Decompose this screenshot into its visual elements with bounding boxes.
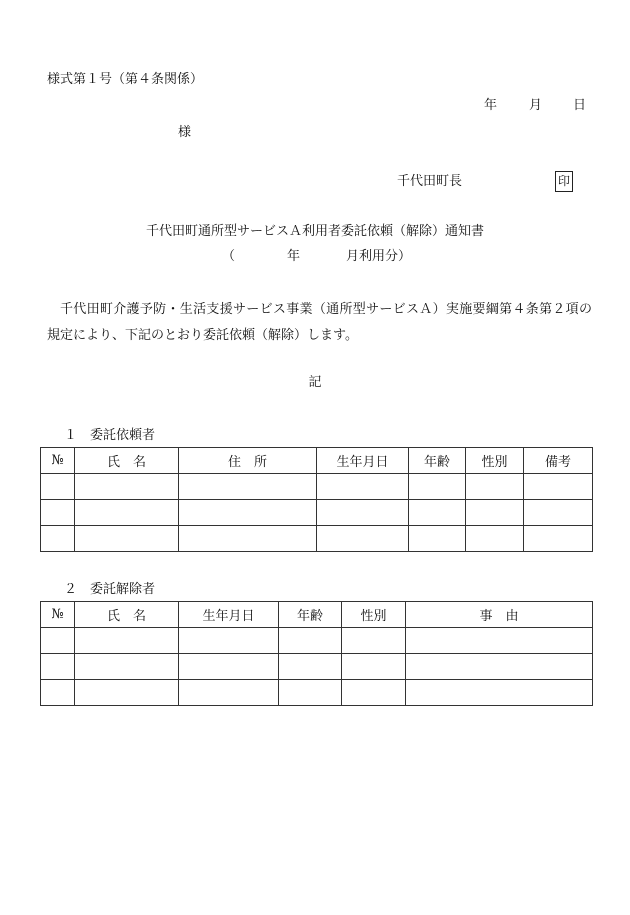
- table-cell[interactable]: [75, 500, 179, 526]
- table-cell[interactable]: [75, 680, 179, 706]
- table-cell[interactable]: [524, 526, 593, 552]
- table-cell[interactable]: [342, 628, 406, 654]
- table-cell[interactable]: [342, 680, 406, 706]
- table-cell[interactable]: [179, 654, 279, 680]
- period-open-paren: （: [222, 249, 236, 264]
- date-year-label: 年: [484, 98, 498, 113]
- table-cell[interactable]: [179, 500, 317, 526]
- table-cell[interactable]: [75, 628, 179, 654]
- section2-heading: ２ 委託解除者: [64, 582, 156, 597]
- table-row: [41, 654, 593, 680]
- table-header-row: [41, 448, 593, 474]
- col-header-name: 氏 名: [75, 602, 179, 628]
- table-cell[interactable]: [41, 680, 75, 706]
- seal-stamp: 印: [555, 171, 573, 192]
- table-cell[interactable]: [75, 654, 179, 680]
- table-cell[interactable]: [409, 500, 466, 526]
- table-cell[interactable]: [41, 500, 75, 526]
- table-cell[interactable]: [406, 654, 593, 680]
- table-cell[interactable]: [41, 628, 75, 654]
- table-row: [41, 474, 593, 500]
- consignment-cancel-table: [40, 601, 593, 706]
- table-cell[interactable]: [466, 474, 524, 500]
- table-cell[interactable]: [466, 500, 524, 526]
- section1-heading: １ 委託依頼者: [64, 428, 156, 443]
- ki-heading: 記: [308, 375, 322, 390]
- table-row: [41, 526, 593, 552]
- col-header-birthdate: 生年月日: [179, 602, 279, 628]
- col-header-gender: 性別: [342, 602, 406, 628]
- table-cell[interactable]: [279, 628, 342, 654]
- table-row: [41, 628, 593, 654]
- period-line: [0, 249, 630, 265]
- table-row: [41, 680, 593, 706]
- table-cell[interactable]: [41, 474, 75, 500]
- table-cell[interactable]: [41, 654, 75, 680]
- table-cell[interactable]: [409, 526, 466, 552]
- table-cell[interactable]: [317, 474, 409, 500]
- table-cell[interactable]: [75, 526, 179, 552]
- period-month-label: 月利用分）: [346, 249, 412, 264]
- table-row: [41, 500, 593, 526]
- date-line: [0, 98, 630, 114]
- table-cell[interactable]: [466, 526, 524, 552]
- table-cell[interactable]: [406, 680, 593, 706]
- col-header-no: №: [41, 448, 75, 474]
- table-cell[interactable]: [317, 500, 409, 526]
- col-header-no: №: [41, 602, 75, 628]
- col-header-birthdate: 生年月日: [317, 448, 409, 474]
- table-cell[interactable]: [409, 474, 466, 500]
- col-header-remarks: 備考: [524, 448, 593, 474]
- col-header-address: 住 所: [179, 448, 317, 474]
- document-title: 千代田町通所型サービスＡ利用者委託依頼（解除）通知書: [145, 224, 484, 239]
- table-cell[interactable]: [41, 526, 75, 552]
- addressee-suffix: 様: [178, 125, 192, 140]
- date-month-label: 月: [529, 98, 543, 113]
- table-cell[interactable]: [279, 680, 342, 706]
- table-header-row: [41, 602, 593, 628]
- consignment-request-table: [40, 447, 593, 552]
- table-cell[interactable]: [179, 526, 317, 552]
- table-cell[interactable]: [179, 474, 317, 500]
- period-year-label: 年: [287, 249, 301, 264]
- col-header-age: 年齢: [409, 448, 466, 474]
- table-cell[interactable]: [179, 680, 279, 706]
- sender-name: 千代田町長: [397, 174, 463, 189]
- date-day-label: 日: [573, 98, 587, 113]
- table-cell[interactable]: [406, 628, 593, 654]
- table-cell[interactable]: [279, 654, 342, 680]
- table-cell[interactable]: [179, 628, 279, 654]
- table-cell[interactable]: [317, 526, 409, 552]
- col-header-reason: 事 由: [406, 602, 593, 628]
- col-header-age: 年齢: [279, 602, 342, 628]
- col-header-name: 氏 名: [75, 448, 179, 474]
- col-header-gender: 性別: [466, 448, 524, 474]
- table-cell[interactable]: [342, 654, 406, 680]
- table-cell[interactable]: [524, 500, 593, 526]
- table-cell[interactable]: [524, 474, 593, 500]
- body-paragraph: 千代田町介護予防・生活支援サービス事業（通所型サービスＡ）実施要綱第４条第２項の規定により、下記のとおり委託依頼（解除）します。: [47, 302, 592, 343]
- table-cell[interactable]: [75, 474, 179, 500]
- form-number: 様式第１号（第４条関係）: [47, 72, 204, 87]
